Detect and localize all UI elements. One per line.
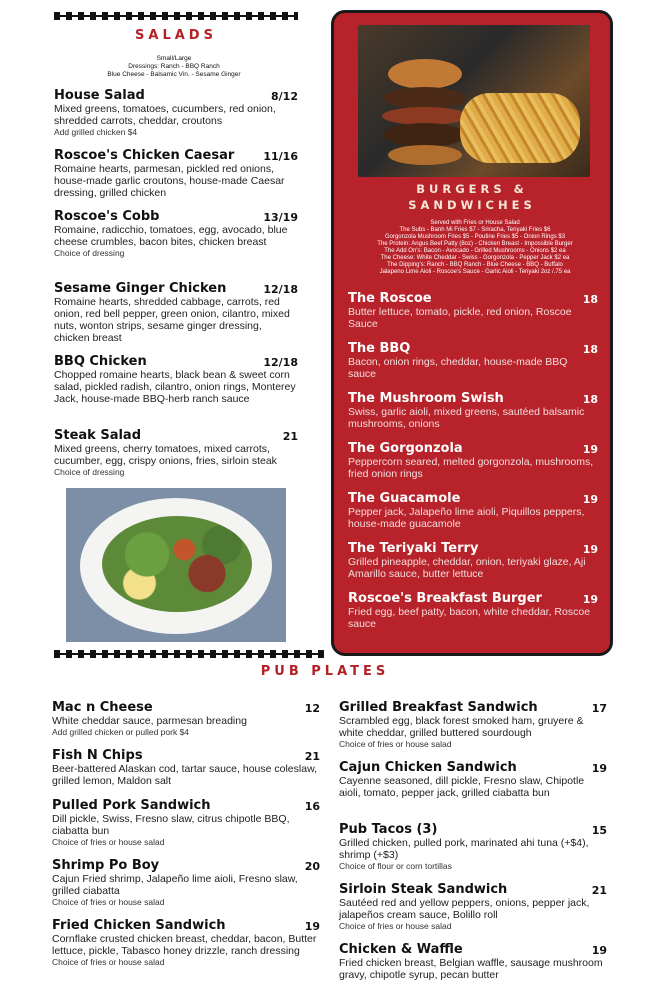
item-desc: Peppercorn seared, melted gorgonzola, mushrooms, fried onion rings: [348, 456, 594, 480]
item-note: Choice of fries or house salad: [52, 897, 165, 907]
item-desc: Mixed greens, tomatoes, cucumbers, red onion, shredded carrots, cheddar, croutons: [54, 103, 276, 127]
item-price: 12: [304, 702, 320, 715]
burger-item: [348, 591, 598, 630]
menu-item: [339, 942, 607, 981]
item-price: 21: [304, 750, 320, 763]
menu-item: [54, 209, 298, 258]
item-price: 19: [582, 543, 598, 556]
item-price: 21: [591, 884, 607, 897]
item-name: Sirloin Steak Sandwich: [339, 882, 508, 897]
item-name: Roscoe's Breakfast Burger: [348, 591, 542, 606]
salad-greens-shape: [102, 516, 252, 612]
item-note: Add grilled chicken or pulled pork $4: [52, 727, 190, 737]
item-desc: Sautéed red and yellow peppers, onions, pepper jack, jalapeños cream sauce, Bolillo roll: [339, 897, 590, 921]
item-price: 17: [591, 702, 607, 715]
burgers-sub-1: The Subs - Banh Mi Fries $7 - Sriracha, Teriyaki Fries $6: [399, 227, 551, 233]
item-price: 18: [582, 343, 598, 356]
burger-top-bun: [388, 59, 462, 89]
menu-item: [339, 882, 607, 931]
item-desc: Mixed greens, cherry tomatoes, mixed carrots, cucumber, egg, crispy onions, fries, sirloin steak: [54, 443, 277, 467]
item-name: Grilled Breakfast Sandwich: [339, 700, 538, 715]
item-desc: Bacon, onion rings, cheddar, house-made BBQ sauce: [348, 356, 568, 380]
item-price: 18: [582, 293, 598, 306]
burger-bottom-bun: [388, 145, 462, 165]
menu-item: [52, 858, 320, 907]
burger-item: [348, 441, 598, 480]
fries-shape: [460, 93, 580, 163]
item-desc: Dill pickle, Swiss, Fresno slaw, citrus chipotle BBQ, ciabatta bun: [52, 813, 290, 837]
salads-dressings-2: Blue Cheese - Balsamic Vin. - Sesame Ginger: [107, 71, 241, 78]
item-note: Choice of fries or house salad: [52, 957, 165, 967]
item-note: Choice of fries or house salad: [339, 739, 452, 749]
menu-item: [54, 354, 298, 405]
item-price: 12/18: [263, 283, 298, 296]
item-desc: Butter lettuce, tomato, pickle, red onion, Roscoe Sauce: [348, 306, 572, 330]
item-desc: Pepper jack, Jalapeño lime aioli, Piquillos peppers, house-made guacamole: [348, 506, 585, 530]
item-name: Chicken & Waffle: [339, 942, 463, 957]
menu-item: [339, 760, 607, 799]
item-name: The Gorgonzola: [348, 441, 463, 456]
burger-patty: [384, 87, 466, 109]
menu-item: [339, 700, 607, 749]
item-desc: Romaine hearts, parmesan, pickled red onions, house-made garlic croutons, house-made Caesar dressing, grilled chicken: [54, 163, 285, 199]
top-divider: [54, 12, 298, 20]
item-desc: Cornflake crusted chicken breast, cheddar, bacon, Butter lettuce, pickle, Tabasco honey drizzle, ranch dressing: [52, 933, 317, 957]
burgers-sub-4: The Add On's: Bacon - Avocado - Grilled Mushrooms - Onions $2 ea: [384, 248, 566, 254]
item-price: 21: [282, 430, 298, 443]
salad-photo: [66, 488, 286, 642]
item-price: 8/12: [271, 90, 298, 103]
menu-item: [52, 748, 320, 787]
item-name: The Roscoe: [348, 291, 432, 306]
burger-photo: [358, 25, 590, 177]
item-price: 13/19: [263, 211, 298, 224]
item-price: 19: [591, 944, 607, 957]
menu-item: [54, 88, 298, 137]
item-name: Roscoe's Cobb: [54, 209, 160, 224]
item-name: The Guacamole: [348, 491, 461, 506]
item-price: 20: [304, 860, 320, 873]
item-name: Pulled Pork Sandwich: [52, 798, 211, 813]
burgers-sub-6: The Dipping's: Ranch - BBQ Ranch - Blue Cheese - BBQ - Buffalo: [387, 262, 563, 268]
pub-divider: [54, 650, 324, 658]
item-desc: Cajun Fried shrimp, Jalapeño lime aioli, Fresno slaw, grilled ciabatta: [52, 873, 298, 897]
item-note: Choice of dressing: [54, 248, 125, 258]
item-price: 11/16: [263, 150, 298, 163]
item-desc: Fried chicken breast, Belgian waffle, sausage mushroom gravy, chipotle syrup, pecan butter: [339, 957, 603, 981]
burgers-sub-7: Jalapeno Lime Aioli - Roscoe's Sauce - Garlic Aioli - Teriyaki 2oz /.75 ea: [379, 269, 571, 275]
item-desc: Cayenne seasoned, dill pickle, Fresno slaw, Chipotle aioli, tomato, pepper jack, grilled ciabatta bun: [339, 775, 585, 799]
item-price: 15: [591, 824, 607, 837]
item-note: Choice of dressing: [54, 467, 125, 477]
burgers-title-1: BURGERS &: [416, 182, 528, 196]
item-name: The BBQ: [348, 341, 411, 356]
item-name: Roscoe's Chicken Caesar: [54, 148, 235, 163]
item-desc: Grilled pineapple, cheddar, onion, teriyaki glaze, Aji Amarillo sauce, butter lettuce: [348, 556, 586, 580]
item-name: Cajun Chicken Sandwich: [339, 760, 517, 775]
burgers-sub-2: Gorgonzola Mushroom Fries $5 - Poutine Fries $5 - Onion Rings $3: [384, 234, 566, 240]
item-name: Shrimp Po Boy: [52, 858, 160, 873]
item-note: Add grilled chicken $4: [54, 127, 138, 137]
item-name: Mac n Cheese: [52, 700, 153, 715]
burger-item: [348, 291, 598, 330]
burgers-title-2: SANDWICHES: [408, 198, 536, 212]
item-note: Choice of fries or house salad: [339, 921, 452, 931]
burgers-panel: [331, 10, 613, 656]
item-desc: White cheddar sauce, parmesan breading: [52, 715, 247, 727]
item-price: 19: [582, 593, 598, 606]
item-name: House Salad: [54, 88, 145, 103]
item-desc: Swiss, garlic aioli, mixed greens, sautéed balsamic mushrooms, onions: [348, 406, 585, 430]
menu-item: [52, 798, 320, 847]
item-desc: Grilled chicken, pulled pork, marinated ahi tuna (+$4), shrimp (+$3): [339, 837, 589, 861]
item-note: Choice of flour or corn tortillas: [339, 861, 452, 871]
menu-item: [54, 148, 298, 199]
item-desc: Romaine hearts, shredded cabbage, carrots, red onion, red bell pepper, green onion, cilantro, mixed nuts, wonton strips, sesame ginger dressing, chicken breast: [54, 296, 290, 344]
pub-title: PUB PLATES: [260, 664, 390, 679]
burgers-sub-3: The Protein: Angus Beef Patty (8oz) - Chicken Breast - Impossible Burger: [377, 241, 573, 247]
menu-item: [52, 700, 320, 737]
item-price: 18: [582, 393, 598, 406]
item-price: 12/18: [263, 356, 298, 369]
burger-item: [348, 341, 598, 380]
salads-dressings-1: Dressings: Ranch - BBQ Ranch: [128, 63, 220, 70]
item-price: 19: [582, 443, 598, 456]
item-name: The Mushroom Swish: [348, 391, 504, 406]
item-note: Choice of fries or house salad: [52, 837, 165, 847]
item-name: The Teriyaki Terry: [348, 541, 479, 556]
burger-item: [348, 491, 598, 530]
item-desc: Beer-battered Alaskan cod, tartar sauce, house coleslaw, grilled lemon, Maldon salt: [52, 763, 317, 787]
item-desc: Chopped romaine hearts, black bean & sweet corn salad, pickled radish, cilantro, onion rings, Monterey Jack, house-made BBQ-herb ranch sauce: [54, 369, 296, 405]
item-name: Fried Chicken Sandwich: [52, 918, 226, 933]
item-price: 19: [582, 493, 598, 506]
menu-item: [54, 281, 298, 344]
burger-item: [348, 391, 598, 430]
salads-title: SALADS: [135, 28, 217, 43]
item-name: Steak Salad: [54, 428, 142, 443]
item-name: Fish N Chips: [52, 748, 143, 763]
burger-item: [348, 541, 598, 580]
item-name: Pub Tacos (3): [339, 822, 438, 837]
item-desc: Scrambled egg, black forest smoked ham, gruyere & white cheddar, grilled buttered sourdough: [339, 715, 584, 739]
item-price: 16: [304, 800, 320, 813]
menu-item: [339, 822, 607, 871]
burgers-sub-5: The Cheese: White Cheddar - Swiss - Gorgonzola - Pepper Jack $2 ea: [380, 255, 570, 261]
burger-patty-2: [384, 123, 466, 147]
menu-item: [52, 918, 320, 967]
item-name: BBQ Chicken: [54, 354, 147, 369]
menu-item: [54, 428, 298, 477]
salads-size-note: Small/Large: [156, 55, 192, 62]
item-price: 19: [591, 762, 607, 775]
burgers-sub-0: Served with Fries or House Salad: [430, 220, 520, 226]
item-name: Sesame Ginger Chicken: [54, 281, 227, 296]
item-desc: Romaine, radicchio, tomatoes, egg, avocado, blue cheese crumbles, bacon bites, chicken breast: [54, 224, 288, 248]
item-price: 19: [304, 920, 320, 933]
item-desc: Fried egg, beef patty, bacon, white cheddar, Roscoe sauce: [348, 606, 591, 630]
